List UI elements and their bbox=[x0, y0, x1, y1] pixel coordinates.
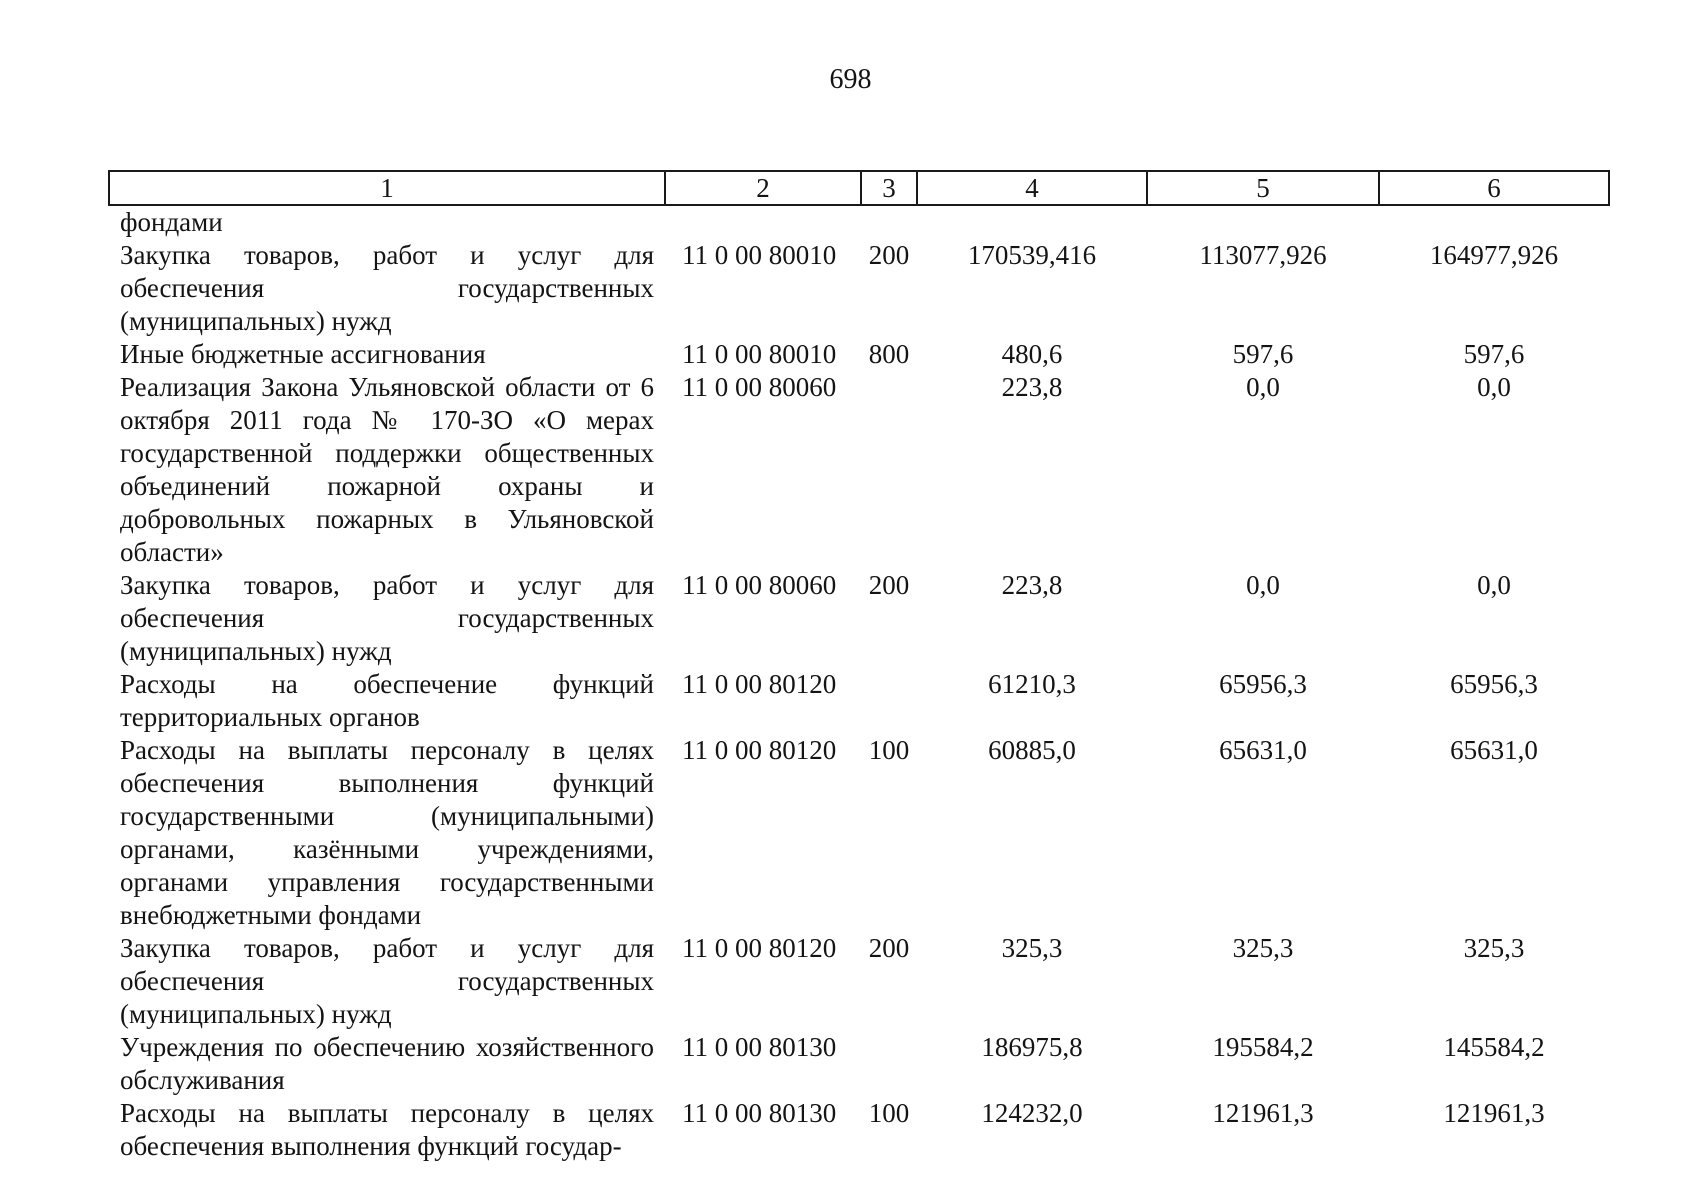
row-value-2: 65956,3 bbox=[1219, 669, 1307, 699]
row-kind: 100 bbox=[868, 1098, 910, 1128]
row-value-1: 60885,0 bbox=[988, 735, 1076, 765]
row-value-3: 164977,926 bbox=[1429, 240, 1559, 270]
table-row bbox=[109, 1097, 1609, 1163]
row-kind: 200 bbox=[868, 933, 910, 963]
row-value-1: 223,8 bbox=[1001, 570, 1063, 600]
row-kind: 100 bbox=[868, 735, 910, 765]
row-code: 11 0 00 80010 bbox=[682, 240, 837, 270]
row-name: Закупка товаров, работ и услуг для обеспечения государственных (муниципальных) нужд bbox=[120, 933, 654, 1029]
row-value-1: 170539,416 bbox=[967, 240, 1097, 270]
row-value-3 bbox=[1379, 205, 1609, 239]
row-value-1: 325,3 bbox=[1001, 933, 1063, 963]
column-header-1: 1 bbox=[109, 171, 665, 205]
column-header-4: 4 bbox=[917, 171, 1147, 205]
row-name: Учреждения по обеспечению хозяйственного обслуживания bbox=[120, 1032, 654, 1095]
row-value-3: 121961,3 bbox=[1443, 1098, 1545, 1128]
row-value-1 bbox=[917, 205, 1147, 239]
row-value-1: 480,6 bbox=[1001, 339, 1063, 369]
row-value-1: 223,8 bbox=[1001, 372, 1063, 402]
table-row bbox=[109, 569, 1609, 668]
row-kind bbox=[861, 668, 917, 734]
row-value-2: 65631,0 bbox=[1219, 735, 1307, 765]
row-name: Закупка товаров, работ и услуг для обеспечения государственных (муниципальных) нужд bbox=[120, 240, 654, 336]
row-code: 11 0 00 80120 bbox=[682, 933, 837, 963]
row-value-2 bbox=[1147, 205, 1379, 239]
table-row bbox=[109, 932, 1609, 1031]
row-value-1: 124232,0 bbox=[981, 1098, 1083, 1128]
row-code: 11 0 00 80060 bbox=[682, 372, 837, 402]
row-code bbox=[665, 205, 861, 239]
row-value-3: 65956,3 bbox=[1450, 669, 1538, 699]
row-name: Закупка товаров, работ и услуг для обеспечения государственных (муниципальных) нужд bbox=[120, 570, 654, 666]
row-value-3: 65631,0 bbox=[1450, 735, 1538, 765]
row-kind bbox=[861, 205, 917, 239]
header-row bbox=[109, 171, 1609, 205]
page-number: 698 bbox=[829, 64, 872, 95]
table-row bbox=[109, 205, 1609, 239]
row-code: 11 0 00 80060 bbox=[682, 570, 837, 600]
column-header-5: 5 bbox=[1147, 171, 1379, 205]
column-header-6: 6 bbox=[1379, 171, 1609, 205]
row-code: 11 0 00 80120 bbox=[682, 735, 837, 765]
row-value-3: 325,3 bbox=[1463, 933, 1525, 963]
row-value-3: 0,0 bbox=[1477, 372, 1511, 402]
row-value-2: 113077,926 bbox=[1199, 240, 1327, 270]
table-row bbox=[109, 734, 1609, 932]
row-kind: 200 bbox=[868, 570, 910, 600]
budget-table bbox=[108, 170, 1610, 1163]
table-row bbox=[109, 1031, 1609, 1097]
table-row bbox=[109, 371, 1609, 569]
row-value-2: 0,0 bbox=[1246, 570, 1280, 600]
row-name: Расходы на обеспечение функций территориальных органов bbox=[120, 669, 654, 732]
row-value-1: 61210,3 bbox=[988, 669, 1076, 699]
row-value-2: 195584,2 bbox=[1212, 1032, 1314, 1062]
row-name: Реализация Закона Ульяновской области от 6 октября 2011 года № 170-ЗО «О мерах государственной поддержки общественных объединений пожарной охраны и добровольных пожарных в Ульяновской области» bbox=[120, 372, 654, 567]
row-name: Расходы на выплаты персоналу в целях обеспечения выполнения функций государственными (муниципальными) органами, казёнными учреждениями, органами управления государственными внебюджетными фондами bbox=[120, 735, 654, 930]
row-name: Расходы на выплаты персоналу в целях обеспечения выполнения функций государ- bbox=[120, 1098, 654, 1161]
row-value-2: 325,3 bbox=[1232, 933, 1294, 963]
row-value-2: 121961,3 bbox=[1212, 1098, 1314, 1128]
row-value-3: 597,6 bbox=[1463, 339, 1525, 369]
table-row bbox=[109, 239, 1609, 338]
row-code: 11 0 00 80130 bbox=[682, 1032, 837, 1062]
row-kind bbox=[861, 371, 917, 569]
row-name: фондами bbox=[120, 207, 223, 237]
row-value-2: 0,0 bbox=[1246, 372, 1280, 402]
table-row bbox=[109, 668, 1609, 734]
row-kind bbox=[861, 1031, 917, 1097]
row-value-1: 186975,8 bbox=[981, 1032, 1083, 1062]
row-value-2: 597,6 bbox=[1232, 339, 1294, 369]
column-header-3: 3 bbox=[861, 171, 917, 205]
row-value-3: 0,0 bbox=[1477, 570, 1511, 600]
table-row bbox=[109, 338, 1609, 371]
column-header-2: 2 bbox=[665, 171, 861, 205]
row-code: 11 0 00 80130 bbox=[682, 1098, 837, 1128]
row-kind: 800 bbox=[868, 339, 910, 369]
row-name: Иные бюджетные ассигнования bbox=[120, 339, 486, 369]
row-code: 11 0 00 80010 bbox=[682, 339, 837, 369]
row-code: 11 0 00 80120 bbox=[682, 669, 837, 699]
row-value-3: 145584,2 bbox=[1443, 1032, 1545, 1062]
row-kind: 200 bbox=[868, 240, 910, 270]
